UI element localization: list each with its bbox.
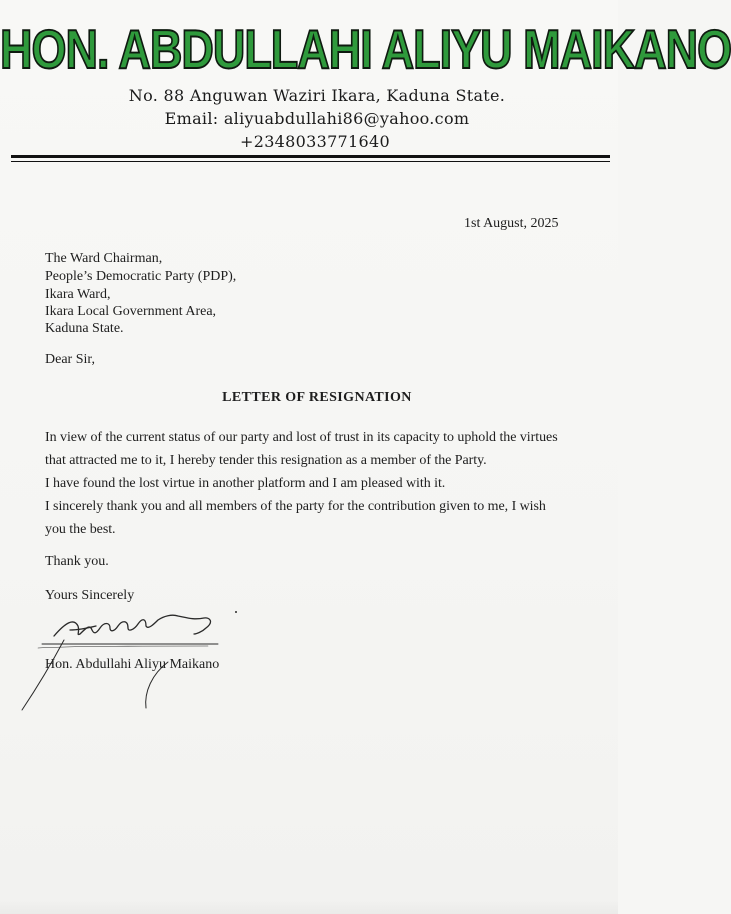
scan-shadow bbox=[0, 900, 618, 914]
recipient-line: Kaduna State. bbox=[45, 321, 124, 336]
body-line: that attracted me to it, I hereby tender this resignation as a member of the Party. bbox=[45, 453, 487, 468]
letterhead-rule-thick bbox=[11, 155, 610, 158]
salutation: Dear Sir, bbox=[45, 352, 95, 367]
body-line: you the best. bbox=[45, 522, 116, 537]
letterhead-email: Email: aliyuabdullahi86@yahoo.com bbox=[164, 109, 470, 128]
body-line: I have found the lost virtue in another platform and I am pleased with it. bbox=[45, 476, 446, 491]
recipient-line: The Ward Chairman, bbox=[45, 251, 163, 266]
letterhead-name: HON. ABDULLAHI ALIYU MAIKANO bbox=[0, 18, 731, 81]
letterhead-phone: +2348033771640 bbox=[240, 132, 390, 151]
letterhead-rule-thin bbox=[11, 161, 610, 162]
body-line: I sincerely thank you and all members of the party for the contribution given to me, I wish bbox=[45, 499, 546, 514]
recipient-line: People’s Democratic Party (PDP), bbox=[45, 269, 237, 284]
letterhead-address: No. 88 Anguwan Waziri Ikara, Kaduna State. bbox=[128, 86, 506, 105]
closing-line: Yours Sincerely bbox=[45, 588, 135, 603]
thank-you-line: Thank you. bbox=[45, 554, 109, 569]
letter-subject: LETTER OF RESIGNATION bbox=[222, 390, 412, 405]
recipient-line: Ikara Local Government Area, bbox=[45, 304, 217, 319]
body-line: In view of the current status of our party and lost of trust in its capacity to uphold the virtues bbox=[45, 430, 558, 445]
recipient-line: Ikara Ward, bbox=[45, 287, 111, 302]
signatory-name: Hon. Abdullahi Aliyu Maikano bbox=[45, 657, 220, 672]
letter-date: 1st August, 2025 bbox=[464, 216, 559, 231]
